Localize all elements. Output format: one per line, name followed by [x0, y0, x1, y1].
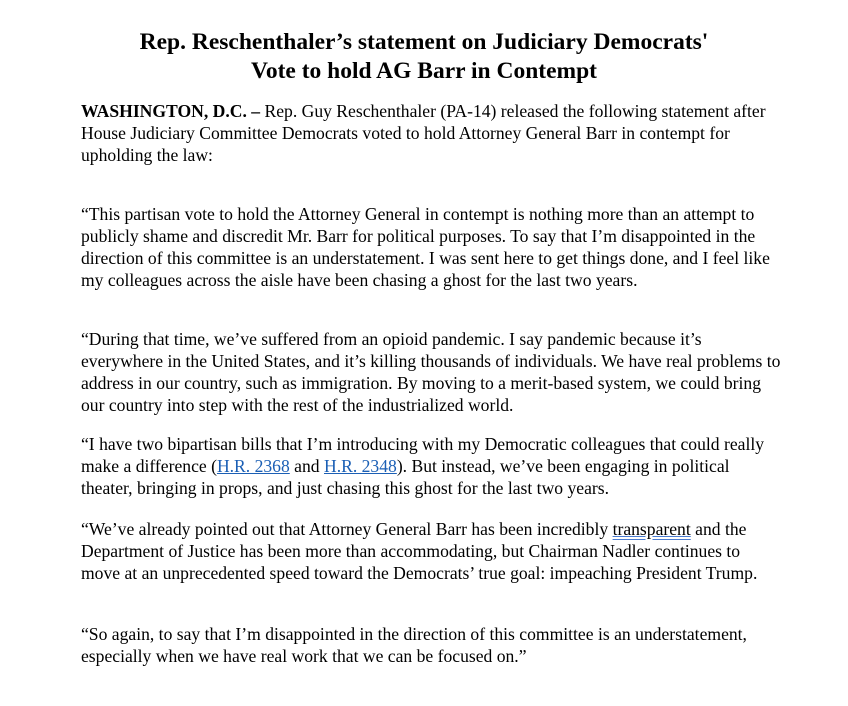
p3-text-after: ). But instead, we’ve been engaging in political theater, bringing in props, and just chasing this ghost for the last two years.: [81, 456, 730, 498]
quote-paragraph-3: [81, 433, 781, 499]
grammar-marked-word: transparent: [612, 519, 691, 539]
dateline: WASHINGTON, D.C. –: [81, 101, 261, 121]
intro-paragraph: [81, 100, 781, 166]
p3-text-before: “I have two bipartisan bills that I’m introducing with my Democratic colleagues that could really make a difference (: [81, 434, 765, 476]
p3-text-between: and: [289, 456, 324, 476]
quote-paragraph-4: [81, 518, 781, 584]
quote-paragraph-2: “During that time, we’ve suffered from an opioid pandemic. I say pandemic because it’s everywhere in the United States, and it’s killing thousands of individuals. We have real problems to address in our country, such as immigration. By moving to a merit-based system, we could bring our country into step with the rest of the industrialized world.: [81, 329, 781, 415]
bill-link-hr-2368[interactable]: H.R. 2368: [216, 456, 290, 476]
bill-link-hr-2348[interactable]: H.R. 2348: [323, 456, 397, 476]
quote-paragraph-1: “This partisan vote to hold the Attorney General in contempt is nothing more than an attempt to publicly shame and discredit Mr. Barr for political purposes. To say that I’m disappointed in the direction of this committee is an understatement. I was sent here to get things done, and I feel like my colleagues across the aisle have been chasing a ghost for the last two years.: [81, 204, 770, 290]
title-line-2: Vote to hold AG Barr in Contempt: [251, 58, 597, 84]
title-line-1: Rep. Reschenthaler’s statement on Judiciary Democrats': [139, 29, 709, 55]
p4-text-after: and the Department of Justice has been more than accommodating, but Chairman Nadler continues to move at an unprecedented speed toward the Democrats’ true goal: impeaching President Trump.: [81, 519, 758, 583]
quote-paragraph-5: “So again, to say that I’m disappointed in the direction of this committee is an understatement, especially when we have real work that we can be focused on.”: [81, 624, 747, 666]
statement-title: [0, 28, 848, 86]
p4-text-before: “We’ve already pointed out that Attorney General Barr has been incredibly: [81, 519, 613, 539]
intro-text: Rep. Guy Reschenthaler (PA-14) released the following statement after House Judiciary Committee Democrats voted to hold Attorney General Barr in contempt for upholding the law:: [81, 101, 766, 165]
